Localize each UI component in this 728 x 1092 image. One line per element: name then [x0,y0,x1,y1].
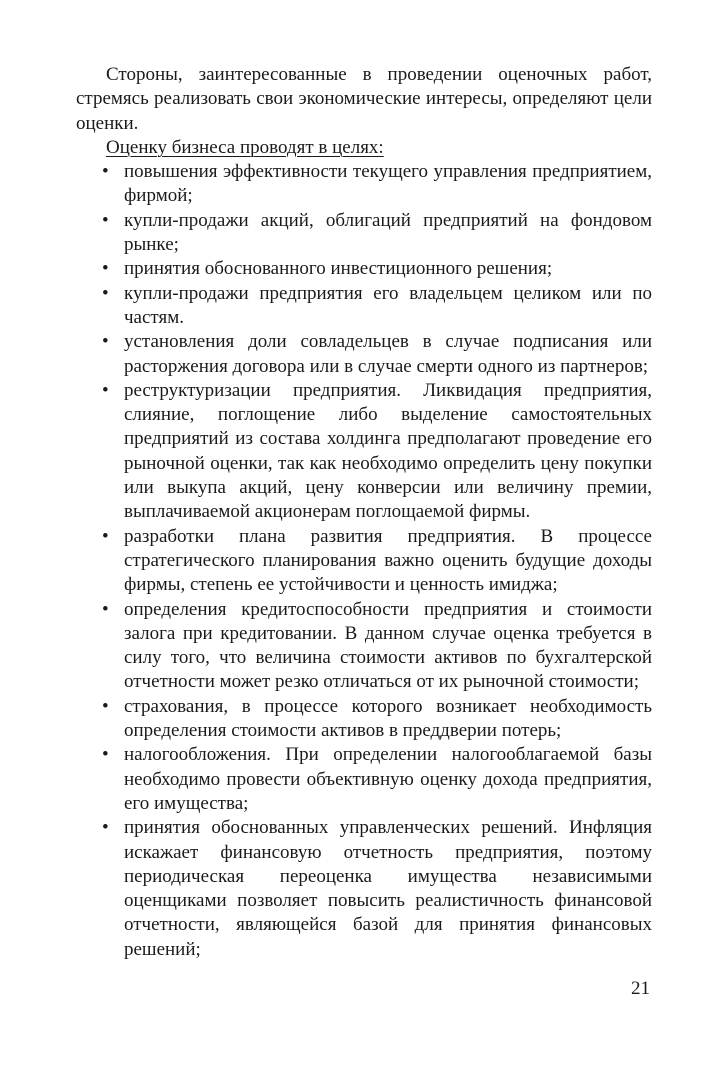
list-item: • купли-продажи акций, облигаций предприятий на фондовом рынке; [124,209,652,258]
list-item: • налогообложения. При определении налогооблагаемой базы необходимо провести объективную оценку дохода предприятия, его имущества; [124,743,652,816]
page-body [76,63,652,962]
list-item: • установления доли совладельцев в случае подписания или расторжения договора или в случае смерти одного из партнеров; [124,330,652,379]
list-item: • повышения эффективности текущего управления предприятием, фирмой; [124,160,652,209]
valuation-goals-list [76,160,652,962]
list-item: • определения кредитоспособности предприятия и стоимости залога при кредитовании. В данном случае оценка требуется в силу того, что величина стоимости активов по бухгалтерской отчетности может резко отличаться от их рыночной стоимости; [124,598,652,695]
page-number: 21 [631,978,650,999]
list-item: • реструктуризации предприятия. Ликвидация предприятия, слияние, поглощение либо выделение самостоятельных предприятий из состава холдинга предполагают проведение его рыночной оценки, так как необходимо определить цену покупки или выкупа акций, цену конверсии или величину премии, выплачиваемой акционерам поглощаемой фирмы. [124,379,652,525]
list-lead-in-text: Оценку бизнеса проводят в целях: [106,136,384,158]
list-item: • разработки плана развития предприятия. В процессе стратегического планирования важно оценить будущие доходы фирмы, степень ее устойчивости и ценность имиджа; [124,525,652,598]
list-item: • купли-продажи предприятия его владельцем целиком или по частям. [124,282,652,331]
list-lead-in [106,136,652,160]
list-item: • принятия обоснованного инвестиционного решения; [124,257,652,281]
list-item: • принятия обоснованных управленческих решений. Инфляция искажает финансовую отчетность предприятия, поэтому периодическая переоценка имущества независимыми оценщиками позволяет повысить реалистичность финансовой отчетности, являющейся базой для принятия финансовых решений; [124,816,652,962]
intro-paragraph: Стороны, заинтересованные в проведении оценочных работ, стремясь реализовать свои экономические интересы, определяют цели оценки. [76,64,652,134]
list-item: • страхования, в процессе которого возникает необходимость определения стоимости активов в преддверии потерь; [124,695,652,744]
